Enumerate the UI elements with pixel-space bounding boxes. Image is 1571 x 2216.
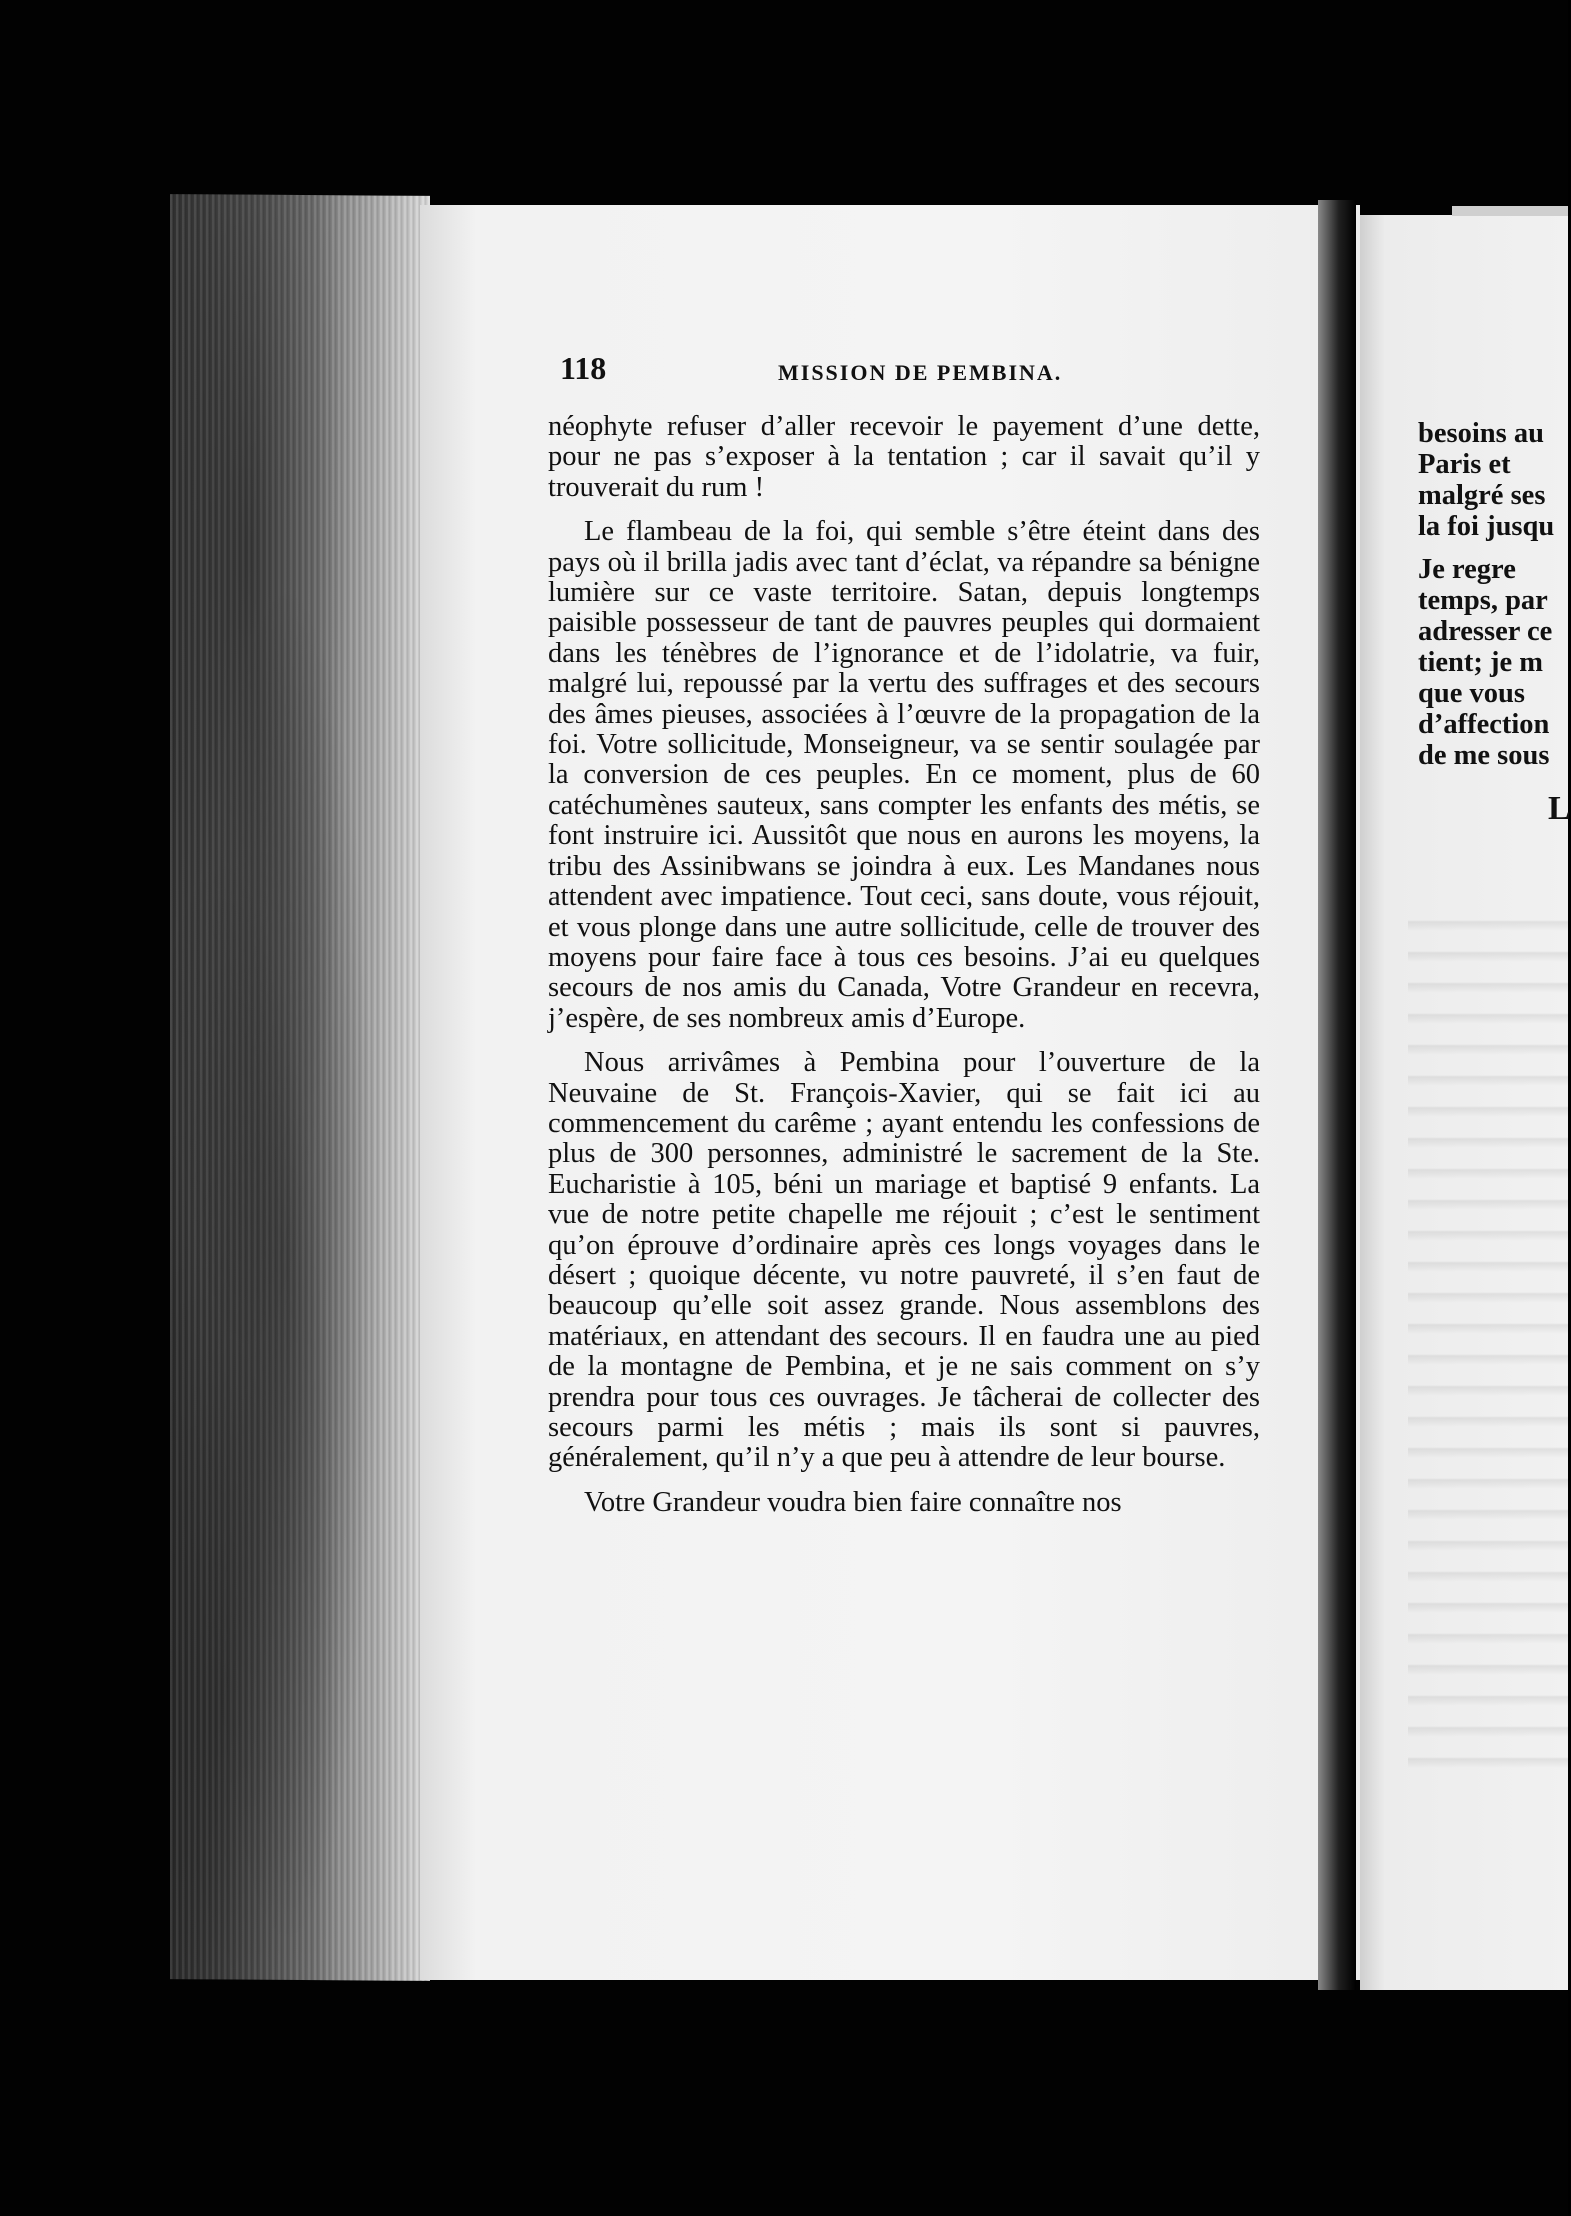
paragraph: Votre Grandeur voudra bien faire connaître nos — [584, 1486, 1122, 1518]
facing-line: malgré ses — [1418, 480, 1546, 511]
facing-line: de me sous — [1418, 740, 1550, 771]
paragraph: néophyte refuser d’aller recevoir le payement d’une dette, pour ne pas s’exposer à la tentation ; car il savait qu’il y trouverait du rum ! — [548, 411, 1260, 503]
bleed-through-lines — [1408, 900, 1568, 1780]
facing-line: Je regre — [1418, 554, 1516, 585]
facing-line: la foi jusqu — [1418, 511, 1555, 542]
facing-line: besoins au — [1418, 418, 1544, 449]
facing-line: tient; je m — [1418, 647, 1544, 678]
paragraph: Nous arrivâmes à Pembina pour l’ouverture de la Neuvaine de St. François-Xavier, qui se fait ici au commencement du carême ; ayant entendu les confessions de plus de 300 personnes, administré le sacrement de la Ste. Eucharistie à 105, béni un mariage et baptisé 9 enfants. La vue de notre petite chapelle me réjouit ; c’est le sentiment qu’on éprouve d’ordinaire après ces longs voyages dans le désert ; quoique décente, vu notre pauvreté, il s’en faut de beaucoup qu’elle soit assez grande. Nous assemblons des matériaux, en attendant des secours. Il en faudra une au pied de la montagne de Pembina, et je ne sais comment on s’y prendra pour tous ces ouvrages. Je tâcherai de collecter des secours parmi les métis ; mais ils sont si pauvres, généralement, qu’il n’y a que peu à attendre de leur bourse. — [548, 1047, 1260, 1474]
facing-line: d’affection — [1418, 709, 1550, 740]
facing-line: adresser ce — [1418, 616, 1553, 647]
page-body — [548, 412, 1260, 1518]
running-title: MISSION DE PEMBINA. — [778, 360, 1063, 385]
paragraph: Le flambeau de la foi, qui semble s’être éteint dans des pays où il brilla jadis avec tant d’éclat, va répandre sa bénigne lumière sur ce vaste territoire. Satan, depuis longtemps paisible possesseur de tant de pauvres peuples qui dormaient dans les ténèbres de l’ignorance et de l’idolatrie, va fuir, malgré lui, repoussé par la vertu des suffrages et des secours des âmes pieuses, associées à l’œuvre de la propagation de la foi. Votre sollicitude, Monseigneur, va se sentir soulagée par la conversion de ces peuples. En ce moment, plus de 60 catéchumènes sauteux, sans compter les enfants des métis, se font instruire ici. Aussitôt que nous en aurons les moyens, la tribu des Assinibwans se joindra à eux. Les Mandanes nous attendent avec impatience. Tout ceci, sans doute, vous réjouit, et vous plonge dans une autre sollicitude, celle de trouver des moyens pour faire face à tous ces besoins. J’ai eu quelques secours de nos amis du Canada, Votre Grandeur en recevra, j’espère, de ses nombreux amis d’Europe. — [548, 516, 1260, 1034]
facing-line: temps, par — [1418, 585, 1548, 616]
running-head — [560, 350, 1120, 390]
facing-line: Paris et — [1418, 449, 1511, 480]
right-page-top-edge — [1452, 206, 1568, 216]
book-gutter — [1318, 200, 1356, 1990]
facing-page-text — [1418, 418, 1571, 827]
facing-heading-initial: L — [1548, 790, 1571, 827]
page-edges — [170, 194, 430, 1981]
page-number: 118 — [560, 350, 607, 386]
facing-line: que vous — [1418, 678, 1525, 709]
